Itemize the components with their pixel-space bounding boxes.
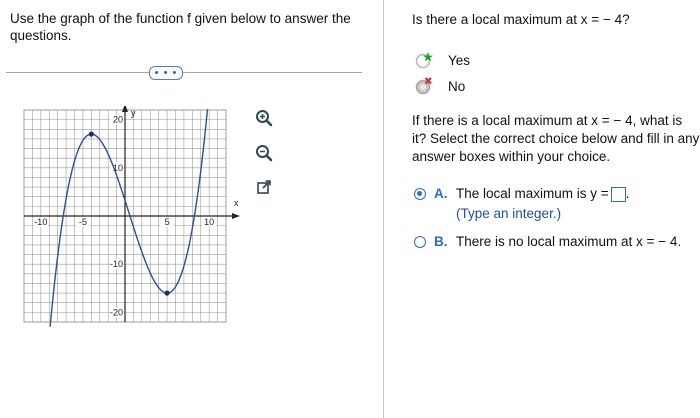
choice-a[interactable]: [414, 186, 629, 221]
y-tick-label: 20: [112, 114, 123, 125]
x-tick-label: -5: [78, 217, 87, 227]
x-tick-label: 5: [164, 217, 170, 227]
choice-a-text: The local maximum is y =: [456, 186, 609, 201]
option-yes-label: Yes: [448, 52, 471, 68]
choice-b[interactable]: [414, 234, 681, 249]
option-no[interactable]: [414, 76, 465, 96]
choice-a-letter: A.: [434, 186, 448, 201]
local-min-point: [164, 290, 169, 295]
y-tick-label: 10: [112, 162, 123, 173]
x-tick-label: 10: [204, 217, 215, 227]
choice-b-radio[interactable]: [414, 236, 426, 248]
right-panel: [384, 0, 700, 418]
more-button[interactable]: • • •: [149, 66, 183, 80]
x-tick-label: -10: [34, 217, 48, 227]
y-axis-arrow: [122, 106, 128, 112]
answer-box[interactable]: [611, 187, 626, 202]
incorrect-x-icon: [414, 76, 434, 96]
correct-check-icon: [414, 50, 434, 70]
choice-b-text: There is no local maximum at x = − 4.: [456, 234, 682, 249]
zoom-out-icon: [255, 144, 273, 162]
y-axis-label: y: [131, 108, 136, 118]
local-max-point: [89, 131, 94, 136]
choice-a-hint: (Type an integer.): [456, 205, 562, 221]
option-no-label: No: [448, 78, 466, 94]
choice-a-radio[interactable]: [414, 188, 426, 200]
x-axis-label: x: [234, 198, 239, 208]
y-tick-label: -10: [109, 259, 123, 270]
popout-button[interactable]: [254, 177, 274, 197]
zoom-in-button[interactable]: [254, 108, 274, 128]
popout-icon: [256, 179, 272, 195]
choice-b-letter: B.: [434, 234, 448, 249]
zoom-in-icon: [255, 109, 273, 127]
divider: [6, 72, 362, 73]
question-max-value: If there is a local maximum at x = − 4, what is it? Select the correct choice below and fill in any answer boxes within your choice.: [412, 113, 700, 164]
question-local-max: Is there a local maximum at x = − 4?: [412, 12, 630, 27]
choice-a-suffix: .: [625, 186, 630, 201]
y-tick-label: -20: [109, 307, 123, 318]
x-axis-arrow: [232, 213, 240, 219]
question-text: Use the graph of the function f given below to answer the questions.: [10, 11, 351, 43]
function-graph: [20, 106, 242, 328]
zoom-out-button[interactable]: [254, 143, 274, 163]
option-yes[interactable]: [414, 50, 470, 70]
